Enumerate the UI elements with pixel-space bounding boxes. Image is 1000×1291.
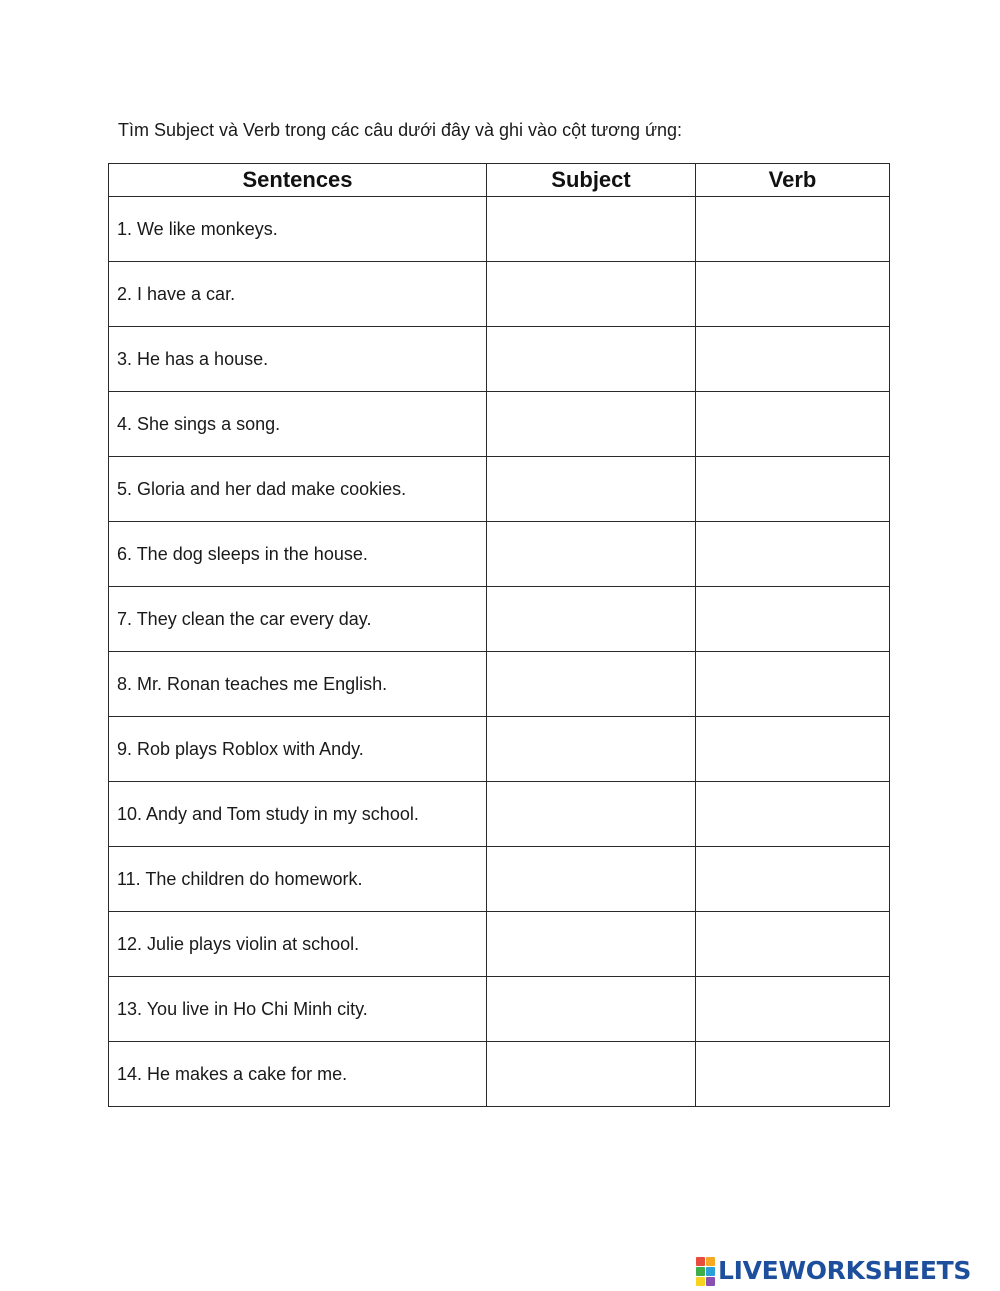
verb-answer-input[interactable] xyxy=(696,1042,889,1106)
logo-mark-square xyxy=(696,1267,705,1276)
verb-answer-input[interactable] xyxy=(696,847,889,911)
table-header-row xyxy=(109,164,890,197)
subject-answer-input[interactable] xyxy=(487,652,695,716)
table-row xyxy=(109,717,890,782)
verb-answer-input[interactable] xyxy=(696,522,889,586)
subject-answer-input[interactable] xyxy=(487,262,695,326)
subject-answer-input[interactable] xyxy=(487,327,695,391)
table-row xyxy=(109,587,890,652)
table-row xyxy=(109,392,890,457)
header-sentences: Sentences xyxy=(109,164,487,197)
verb-cell xyxy=(696,392,890,457)
verb-answer-input[interactable] xyxy=(696,912,889,976)
subject-answer-input[interactable] xyxy=(487,197,695,261)
sentence-cell: 11. The children do homework. xyxy=(109,847,487,912)
subject-answer-input[interactable] xyxy=(487,1042,695,1106)
subject-answer-input[interactable] xyxy=(487,457,695,521)
sentence-cell: 2. I have a car. xyxy=(109,262,487,327)
subject-answer-input[interactable] xyxy=(487,912,695,976)
sentence-cell: 13. You live in Ho Chi Minh city. xyxy=(109,977,487,1042)
verb-cell xyxy=(696,327,890,392)
verb-cell xyxy=(696,1042,890,1107)
subject-answer-input[interactable] xyxy=(487,977,695,1041)
worksheet-table xyxy=(108,163,890,1107)
subject-answer-input[interactable] xyxy=(487,392,695,456)
sentence-cell: 7. They clean the car every day. xyxy=(109,587,487,652)
verb-answer-input[interactable] xyxy=(696,457,889,521)
logo-mark-square xyxy=(706,1257,715,1266)
table-row xyxy=(109,847,890,912)
verb-cell xyxy=(696,197,890,262)
verb-cell xyxy=(696,262,890,327)
sentence-cell: 10. Andy and Tom study in my school. xyxy=(109,782,487,847)
verb-cell xyxy=(696,912,890,977)
verb-cell xyxy=(696,782,890,847)
logo-mark-square xyxy=(706,1267,715,1276)
subject-cell xyxy=(487,197,696,262)
subject-cell xyxy=(487,457,696,522)
liveworksheets-logo-icon xyxy=(696,1257,715,1286)
table-row xyxy=(109,652,890,717)
table-row xyxy=(109,782,890,847)
subject-cell xyxy=(487,522,696,587)
verb-cell xyxy=(696,977,890,1042)
logo-mark-square xyxy=(706,1277,715,1286)
verb-answer-input[interactable] xyxy=(696,392,889,456)
logo-mark-square xyxy=(696,1257,705,1266)
verb-answer-input[interactable] xyxy=(696,327,889,391)
table-row xyxy=(109,1042,890,1107)
sentence-cell: 4. She sings a song. xyxy=(109,392,487,457)
verb-answer-input[interactable] xyxy=(696,262,889,326)
logo-mark-square xyxy=(696,1277,705,1286)
subject-cell xyxy=(487,717,696,782)
subject-answer-input[interactable] xyxy=(487,522,695,586)
verb-answer-input[interactable] xyxy=(696,717,889,781)
subject-cell xyxy=(487,847,696,912)
header-subject: Subject xyxy=(487,164,696,197)
subject-cell xyxy=(487,977,696,1042)
table-row xyxy=(109,977,890,1042)
table-row xyxy=(109,522,890,587)
table-row xyxy=(109,457,890,522)
verb-cell xyxy=(696,457,890,522)
subject-cell xyxy=(487,652,696,717)
subject-answer-input[interactable] xyxy=(487,782,695,846)
sentence-cell: 8. Mr. Ronan teaches me English. xyxy=(109,652,487,717)
verb-answer-input[interactable] xyxy=(696,977,889,1041)
subject-cell xyxy=(487,782,696,847)
subject-cell xyxy=(487,912,696,977)
table-row xyxy=(109,912,890,977)
table-row xyxy=(109,262,890,327)
sentence-cell: 9. Rob plays Roblox with Andy. xyxy=(109,717,487,782)
verb-cell xyxy=(696,847,890,912)
logo-text: LIVEWORKSHEETS xyxy=(718,1256,972,1285)
verb-cell xyxy=(696,652,890,717)
verb-answer-input[interactable] xyxy=(696,587,889,651)
subject-cell xyxy=(487,1042,696,1107)
table-row xyxy=(109,197,890,262)
verb-cell xyxy=(696,717,890,782)
subject-cell xyxy=(487,262,696,327)
header-verb: Verb xyxy=(696,164,890,197)
verb-answer-input[interactable] xyxy=(696,652,889,716)
sentence-cell: 12. Julie plays violin at school. xyxy=(109,912,487,977)
sentence-cell: 1. We like monkeys. xyxy=(109,197,487,262)
sentence-cell: 5. Gloria and her dad make cookies. xyxy=(109,457,487,522)
verb-answer-input[interactable] xyxy=(696,782,889,846)
subject-answer-input[interactable] xyxy=(487,587,695,651)
verb-answer-input[interactable] xyxy=(696,197,889,261)
subject-cell xyxy=(487,392,696,457)
verb-cell xyxy=(696,587,890,652)
subject-cell xyxy=(487,587,696,652)
sentence-cell: 3. He has a house. xyxy=(109,327,487,392)
verb-cell xyxy=(696,522,890,587)
subject-answer-input[interactable] xyxy=(487,847,695,911)
liveworksheets-logo xyxy=(696,1254,971,1288)
subject-answer-input[interactable] xyxy=(487,717,695,781)
sentence-cell: 14. He makes a cake for me. xyxy=(109,1042,487,1107)
subject-cell xyxy=(487,327,696,392)
instruction-text: Tìm Subject và Verb trong các câu dưới đây và ghi vào cột tương ứng: xyxy=(118,120,683,140)
table-row xyxy=(109,327,890,392)
sentence-cell: 6. The dog sleeps in the house. xyxy=(109,522,487,587)
